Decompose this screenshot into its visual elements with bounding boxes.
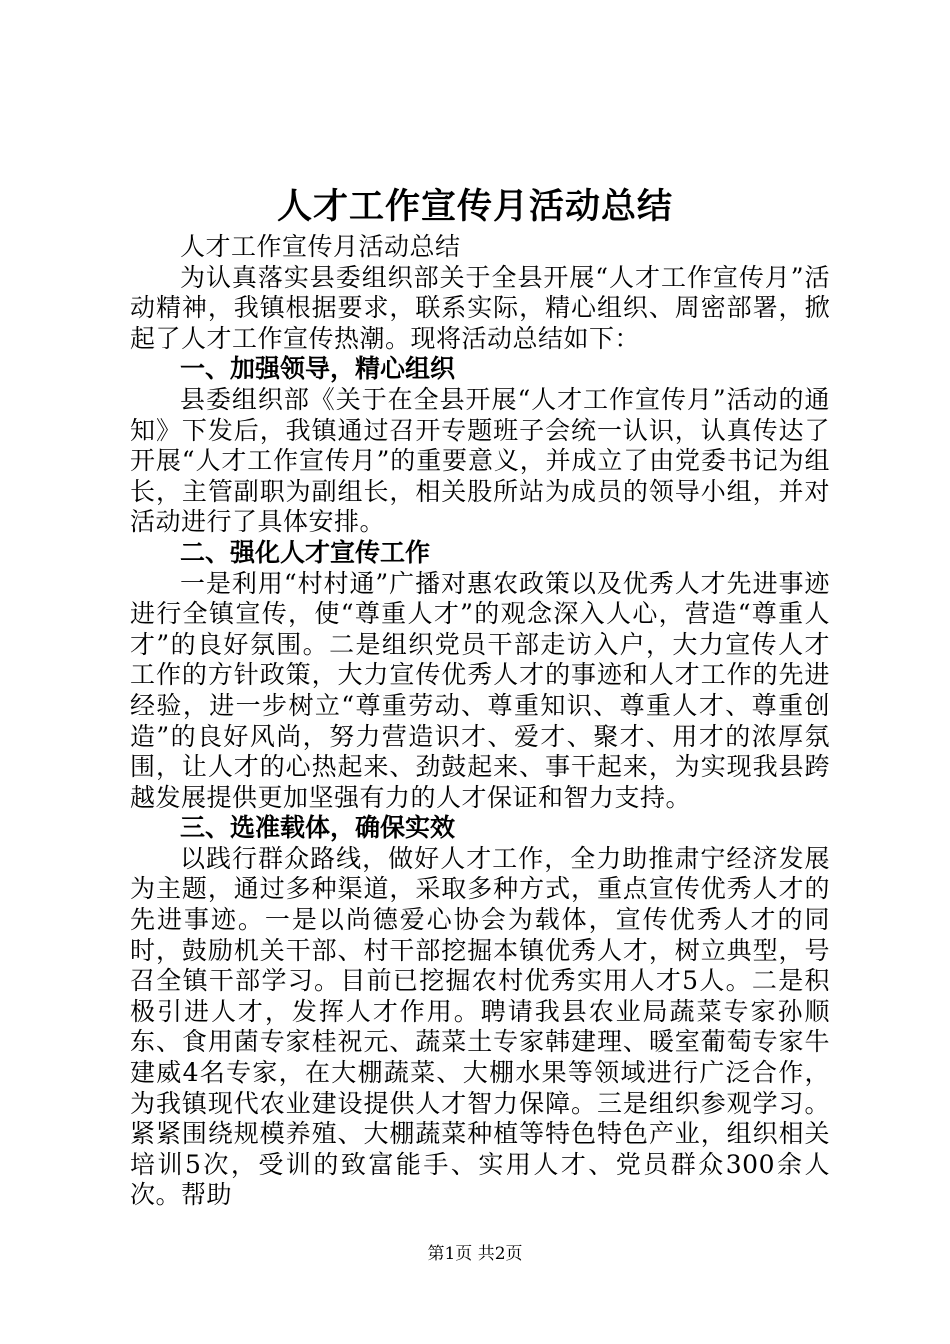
page-number: 第1页 共2页 xyxy=(427,1244,523,1264)
intro-paragraph: 为认真落实县委组织部关于全县开展“人才工作宣传月”活动精神，我镇根据要求，联系实际，精心组织、周密部署，掀起了人才工作宣传热潮。现将活动总结如下： xyxy=(130,262,830,353)
document-title: 人才工作宣传月活动总结 xyxy=(276,186,673,227)
section-heading-3: 三、选准载体，确保实效 xyxy=(180,813,456,843)
section-body-3: 以践行群众路线，做好人才工作，全力助推肃宁经济发展为主题，通过多种渠道，采取多种方式，重点宣传优秀人才的先进事迹。一是以尚德爱心协会为载体，宣传优秀人才的同时，鼓励机关干部、村干部挖掘本镇优秀人才，树立典型，号召全镇干部学习。目前已挖掘农村优秀实用人才5人。二是积极引进人才，发挥人才作用。聘请我县农业局蔬菜专家孙顺东、食用菌专家桂祝元、蔬菜土专家韩建理、暖室葡萄专家牛建威4名专家，在大棚蔬菜、大棚水果等领域进行广泛合作，为我镇现代农业建设提供人才智力保障。三是组织参观学习。紧紧围绕规模养殖、大棚蔬菜种植等特色特色产业，组织相关培训5次，受训的致富能手、实用人才、党员群众300余人次。帮助 xyxy=(130,843,830,1210)
section-heading-2: 二、强化人才宣传工作 xyxy=(180,537,431,567)
section-heading-1: 一、加强领导，精心组织 xyxy=(180,354,456,384)
section-body-1: 县委组织部《关于在全县开展“人才工作宣传月”活动的通知》下发后，我镇通过召开专题班子会统一认识，认真传达了开展“人才工作宣传月”的重要意义，并成立了由党委书记为组长，主管副职为副组长，相关股所站为成员的领导小组，并对活动进行了具体安排。 xyxy=(130,384,830,537)
subtitle-paragraph: 人才工作宣传月活动总结 xyxy=(180,232,461,261)
section-body-2: 一是利用“村村通”广播对惠农政策以及优秀人才先进事迹进行全镇宣传，使“尊重人才”的观念深入人心，营造“尊重人才”的良好氛围。二是组织党员干部走访入户，大力宣传人才工作的方针政策，大力宣传优秀人才的事迹和人才工作的先进经验，进一步树立“尊重劳动、尊重知识、尊重人才、尊重创造”的良好风尚，努力营造识才、爱才、聚才、用才的浓厚氛围，让人才的心热起来、劲鼓起来、事干起来，为实现我县跨越发展提供更加坚强有力的人才保证和智力支持。 xyxy=(130,568,830,812)
document-body xyxy=(130,232,830,1211)
